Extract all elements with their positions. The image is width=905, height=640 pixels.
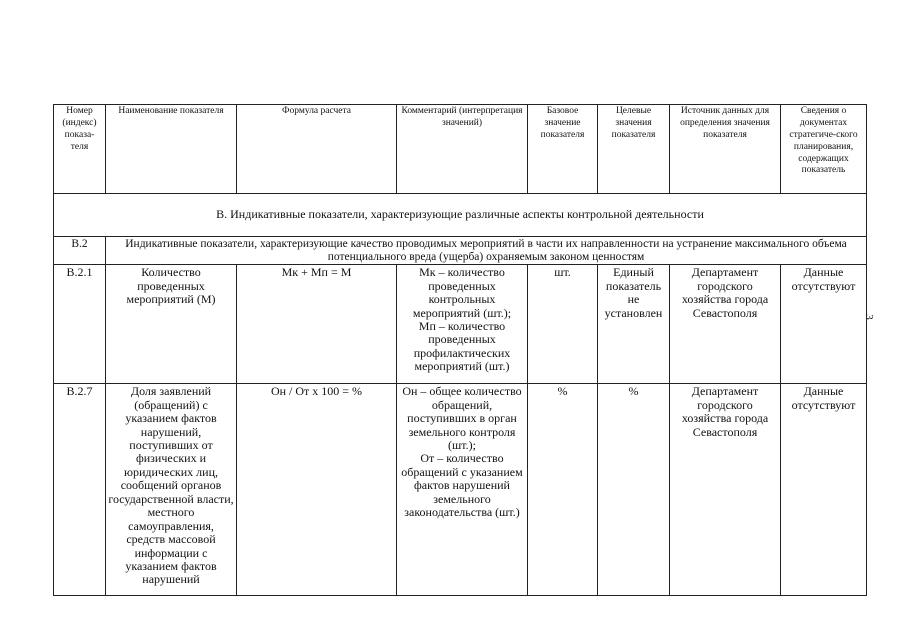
cell-source: Департамент городского хозяйства города Севастополя: [670, 265, 781, 384]
cell-comment: Он – общее количество обращений, поступивших в орган земельного контроля (шт.); От – количество обращений с указанием фактов нарушений земельного законодательства (шт.): [397, 384, 528, 596]
cell-code: В.2.1: [54, 265, 106, 384]
cell-target: Единый показатель не установлен: [598, 265, 670, 384]
cell-docs: Данные отсутствуют: [781, 384, 867, 596]
cell-name: Количество проведенных мероприятий (М): [106, 265, 237, 384]
table-row: [54, 384, 867, 596]
cell-code: В.2.7: [54, 384, 106, 596]
header-docs: Сведения о документах стратегиче-ского планирования, содержащих показатель: [781, 105, 867, 194]
table-row: [54, 265, 867, 384]
cell-base: шт.: [528, 265, 598, 384]
cell-docs: Данные отсутствуют: [781, 265, 867, 384]
subsection-title: Индикативные показатели, характеризующие качество проводимых мероприятий в части их направленности на устранение максимального объема потенциального вреда (ущерба) охраняемым законом ценностям: [106, 237, 867, 265]
cell-name: Доля заявлений (обращений) с указанием фактов нарушений, поступивших от физических и юридических лиц, сообщений органов государственной власти, местного самоуправления, средств массовой информации с указанием фактов нарушений: [106, 384, 237, 596]
section-row: [54, 194, 867, 237]
header-index: Номер (индекс) показа-теля: [54, 105, 106, 194]
header-row: [54, 105, 867, 194]
header-source: Источник данных для определения значения показателя: [670, 105, 781, 194]
header-name: Наименование показателя: [106, 105, 237, 194]
section-title: В. Индикативные показатели, характеризующие различные аспекты контрольной деятельности: [54, 194, 867, 237]
indicators-table: [53, 104, 867, 596]
subsection-row: [54, 237, 867, 265]
cell-comment: Мк – количество проведенных контрольных мероприятий (шт.); Мп – количество проведенных профилактических мероприятий (шт.): [397, 265, 528, 384]
header-formula: Формула расчета: [237, 105, 397, 194]
header-target: Целевые значения показателя: [598, 105, 670, 194]
cell-formula: Он / От х 100 = %: [237, 384, 397, 596]
cell-source: Департамент городского хозяйства города Севастополя: [670, 384, 781, 596]
subsection-code: В.2: [54, 237, 106, 265]
cell-base: %: [528, 384, 598, 596]
header-comment: Комментарий (интерпретация значений): [397, 105, 528, 194]
cell-formula: Мк + Мп = М: [237, 265, 397, 384]
header-base: Базовое значение показателя: [528, 105, 598, 194]
page-number: 3: [862, 314, 875, 320]
cell-target: %: [598, 384, 670, 596]
